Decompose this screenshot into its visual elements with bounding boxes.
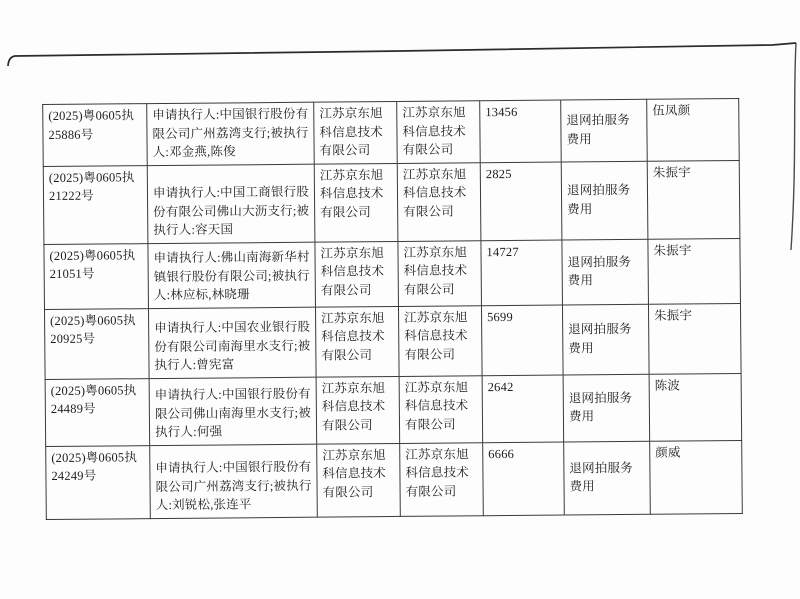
contact-name-cell: 朱振宇: [647, 160, 740, 239]
amount-cell: 14727: [481, 240, 563, 306]
contact-name-cell: 朱振宇: [648, 303, 741, 374]
table-row: [46, 440, 743, 519]
paper-right-edge: [791, 43, 796, 250]
fee-type-cell: 退网拍服务费用: [561, 99, 648, 161]
company-a-cell: 江苏京东旭科信息技术有限公司: [314, 163, 398, 242]
parties-cell: 申请执行人:佛山南海新华村镇银行股份有限公司;被执行人:林应标,林晓珊: [148, 242, 316, 308]
amount-cell: 6666: [483, 442, 565, 516]
parties-cell: 申请执行人:中国银行股份有限公司广州荔湾支行;被执行人:刘锐松,张连平: [150, 444, 318, 518]
company-a-cell: 江苏京东旭科信息技术有限公司: [316, 376, 400, 444]
company-b-cell: 江苏京东旭科信息技术有限公司: [399, 375, 483, 443]
company-b-cell: 江苏京东旭科信息技术有限公司: [400, 442, 484, 516]
company-a-cell: 江苏京东旭科信息技术有限公司: [317, 443, 401, 517]
parties-cell: 申请执行人:中国银行股份有限公司佛山南海里水支行;被执行人:何强: [149, 377, 317, 445]
contact-name-cell: 朱振宇: [648, 238, 741, 304]
amount-cell: 5699: [481, 305, 563, 376]
company-a-cell: 江苏京东旭科信息技术有限公司: [315, 241, 399, 307]
enforcement-fee-table: [42, 98, 743, 520]
paper-top-edge: [8, 43, 796, 66]
contact-name-cell: 颜威: [650, 440, 743, 514]
company-b-cell: 江苏京东旭科信息技术有限公司: [398, 305, 482, 376]
parties-cell: 申请执行人:中国工商银行股份有限公司佛山大沥支行;被执行人:容天国: [147, 164, 315, 243]
case-number-cell: (2025)粤0605执21051号: [44, 243, 149, 309]
case-number-cell: (2025)粤0605执21222号: [43, 165, 148, 244]
amount-cell: 2642: [482, 375, 564, 443]
amount-cell: 2825: [480, 162, 562, 241]
parties-cell: 申请执行人:中国农业银行股份有限公司南海里水支行;被执行人:曾宪富: [148, 307, 316, 378]
company-a-cell: 江苏京东旭科信息技术有限公司: [314, 101, 398, 163]
company-b-cell: 江苏京东旭科信息技术有限公司: [397, 162, 481, 241]
case-number-cell: (2025)粤0605执25886号: [43, 104, 148, 166]
fee-type-cell: 退网拍服务费用: [561, 161, 648, 240]
company-b-cell: 江苏京东旭科信息技术有限公司: [397, 101, 481, 163]
enforcement-fee-table-wrap: [42, 98, 743, 520]
table-row: [45, 373, 742, 446]
fee-type-cell: 退网拍服务费用: [562, 304, 649, 375]
company-b-cell: 江苏京东旭科信息技术有限公司: [398, 240, 482, 306]
case-number-cell: (2025)粤0605执20925号: [44, 308, 149, 379]
fee-type-cell: 退网拍服务费用: [564, 441, 651, 515]
case-number-cell: (2025)粤0605执24489号: [45, 378, 150, 446]
table-row: [43, 160, 740, 244]
table-row: [44, 238, 741, 309]
table-row: [43, 98, 740, 166]
case-number-cell: (2025)粤0605执24249号: [46, 445, 151, 519]
table-row: [44, 303, 741, 379]
amount-cell: 13456: [480, 100, 562, 162]
fee-type-cell: 退网拍服务费用: [562, 239, 649, 305]
contact-name-cell: 陈波: [649, 373, 742, 441]
parties-cell: 申请执行人:中国银行股份有限公司广州荔湾支行;被执行人:邓金燕,陈俊: [147, 102, 315, 165]
fee-type-cell: 退网拍服务费用: [563, 374, 650, 442]
company-a-cell: 江苏京东旭科信息技术有限公司: [315, 306, 399, 377]
contact-name-cell: 伍凤颜: [647, 98, 740, 160]
